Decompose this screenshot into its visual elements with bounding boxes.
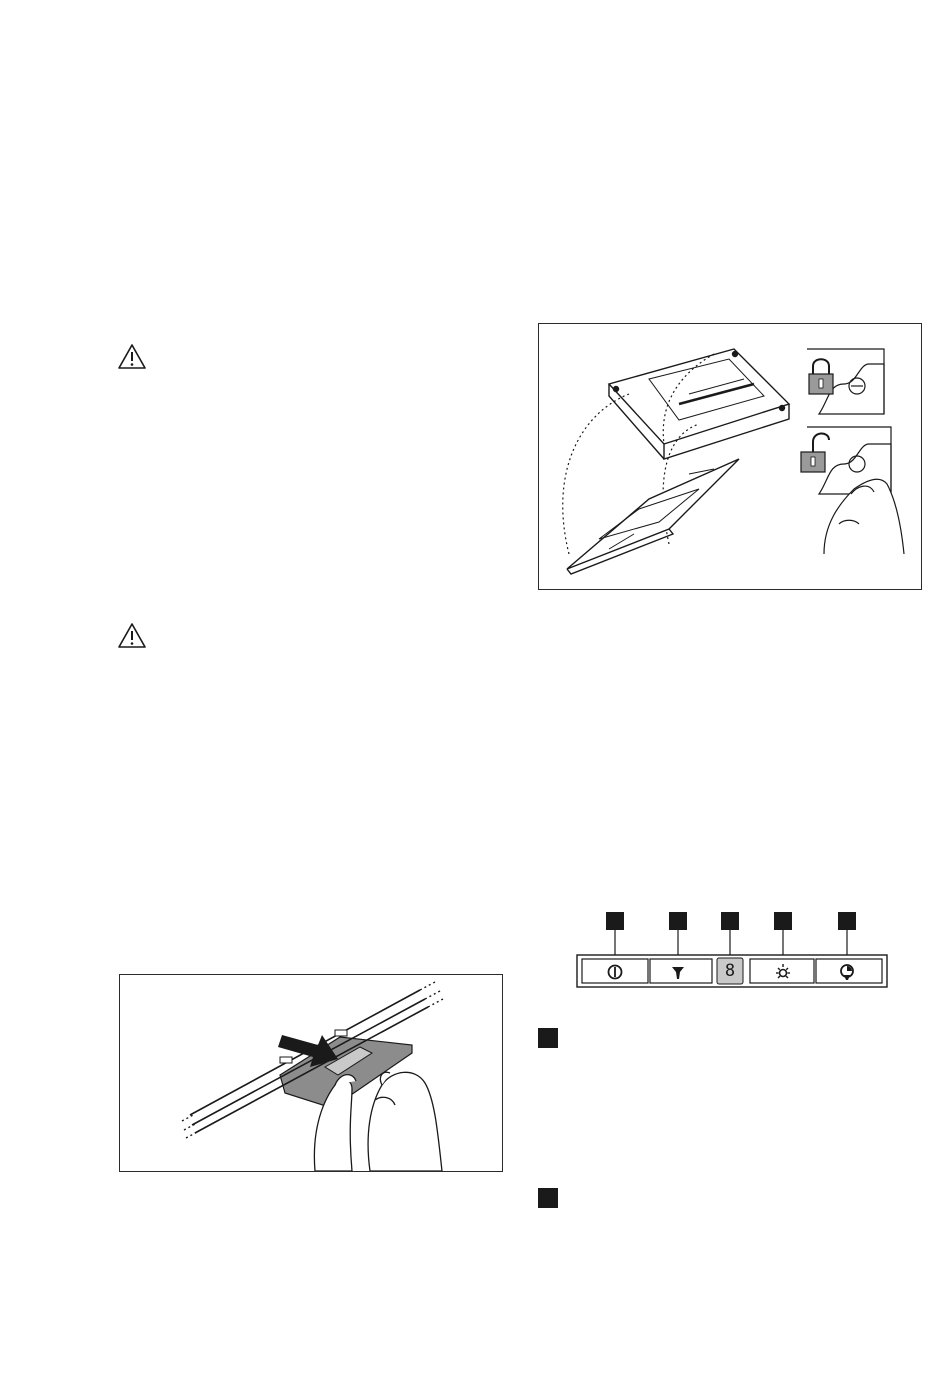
lock-closed-icon: [809, 359, 833, 394]
light-icon[interactable]: [774, 963, 792, 981]
filter-removal-figure: [538, 323, 922, 590]
lock-open-icon: [801, 433, 829, 472]
warning-triangle-icon: [117, 343, 147, 371]
control-panel-figure: [570, 910, 888, 990]
fan-icon[interactable]: [669, 963, 687, 981]
black-square-marker: [538, 1188, 558, 1208]
warning-triangle-icon: [117, 622, 147, 650]
timer-icon[interactable]: [838, 963, 856, 981]
speed-display-icon: 8: [724, 961, 736, 981]
filter-slide-figure: [119, 974, 503, 1172]
power-icon[interactable]: [606, 963, 624, 981]
black-square-marker: [538, 1028, 558, 1048]
